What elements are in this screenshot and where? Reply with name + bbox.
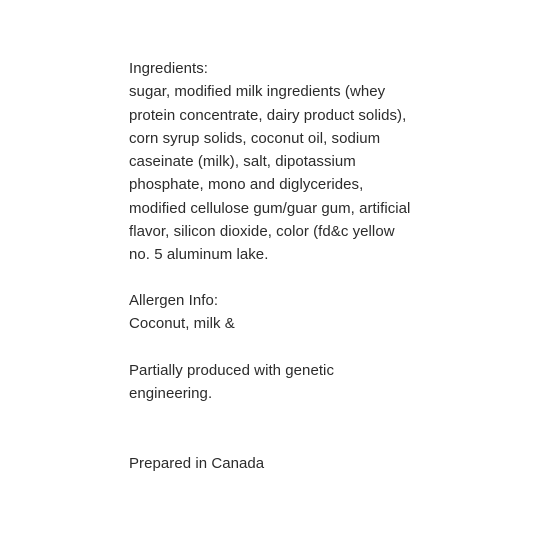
ingredients-line: corn syrup solids, coconut oil, sodium: [129, 129, 381, 147]
ingredients-line: protein concentrate, dairy product solids),: [129, 106, 407, 124]
origin-text: Prepared in Canada: [129, 455, 265, 472]
allergen-text: Coconut, milk &: [129, 315, 235, 333]
ingredients-line: flavor, silicon dioxide, color (fd&c yellow: [129, 223, 395, 241]
ingredients-line: modified cellulose gum/guar gum, artificial: [129, 199, 411, 217]
ingredients-heading: Ingredients:: [129, 60, 208, 77]
genetic-engineering-section: [129, 359, 419, 406]
ingredients-line: no. 5 aluminum lake.: [129, 246, 269, 264]
allergen-heading: Allergen Info:: [129, 292, 219, 309]
genetic-engineering-line: Partially produced with genetic: [129, 362, 334, 379]
origin-section: [129, 452, 419, 475]
genetic-engineering-line: engineering.: [129, 385, 213, 403]
ingredients-section: [129, 57, 419, 267]
allergen-section: [129, 289, 419, 336]
ingredients-line: caseinate (milk), salt, dipotassium: [129, 153, 356, 171]
ingredients-line: phosphate, mono and diglycerides,: [129, 176, 364, 194]
ingredients-line: sugar, modified milk ingredients (whey: [129, 83, 386, 101]
